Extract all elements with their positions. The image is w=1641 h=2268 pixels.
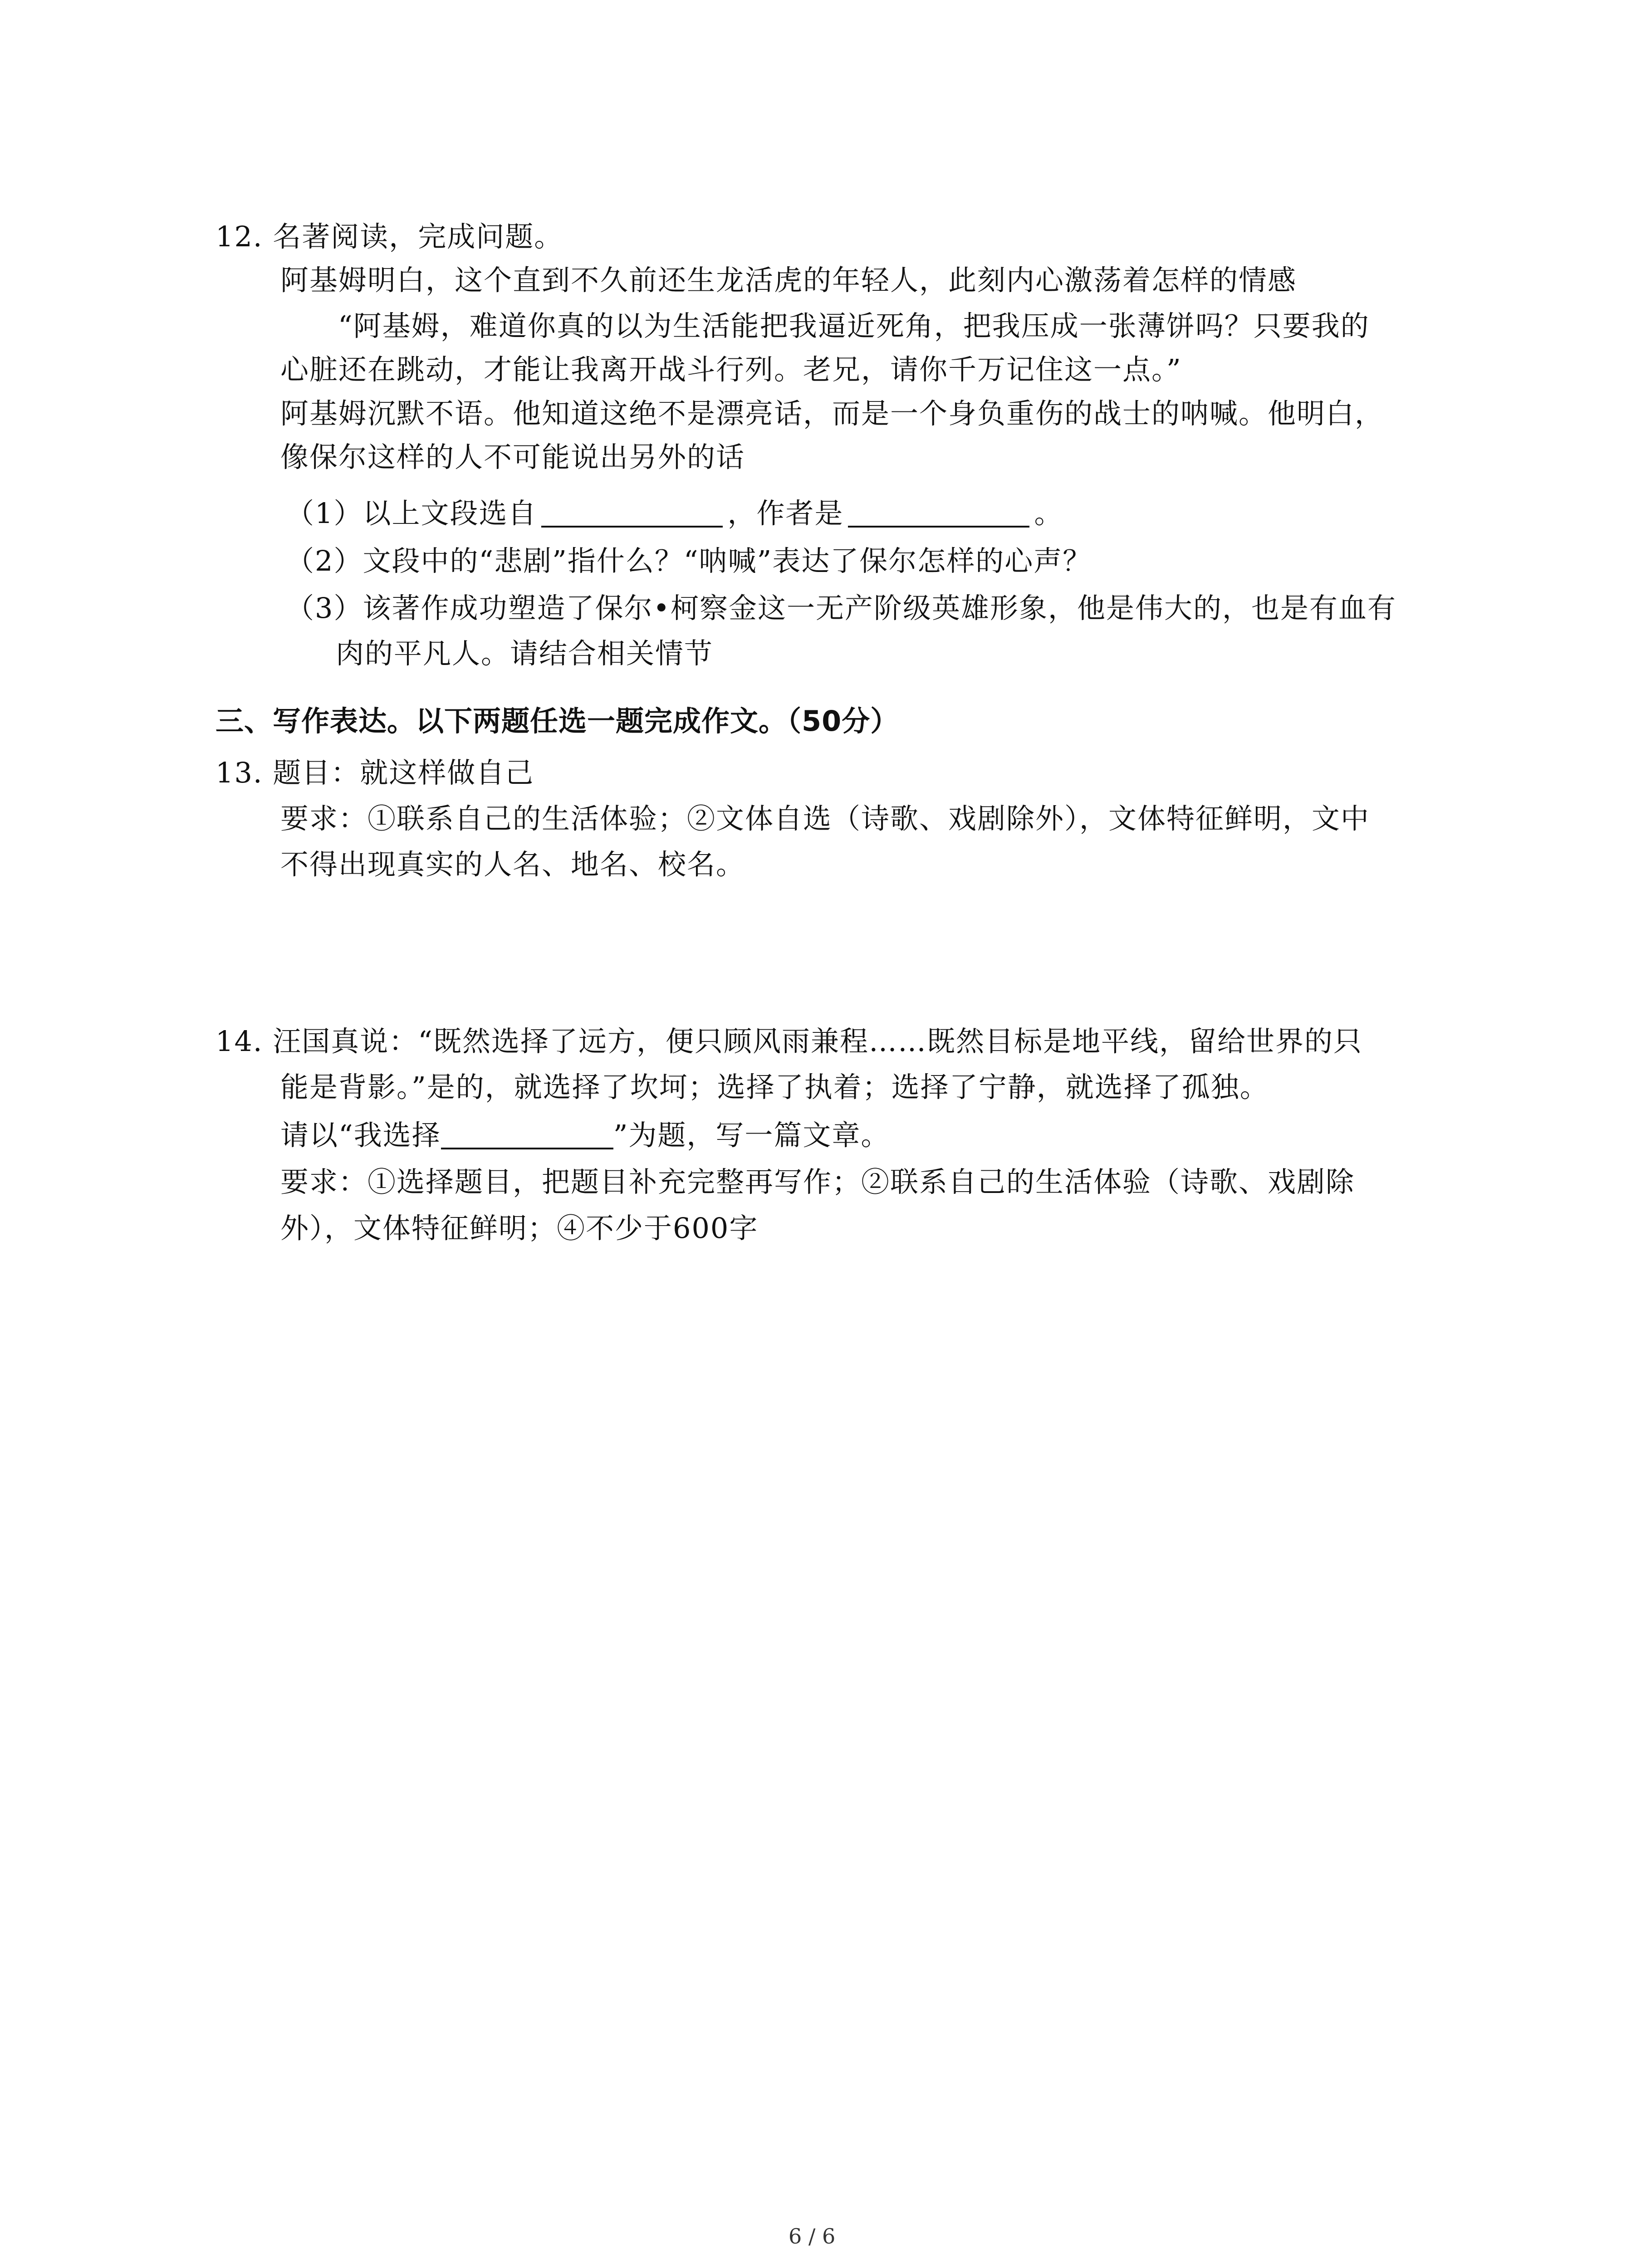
q12-sub2: （2）文段中的“悲剧”指什么？“呐喊”表达了保尔怎样的心声？ xyxy=(286,544,1092,577)
q12-narration-line2: 像保尔这样的人不可能说出另外的话 xyxy=(280,440,745,474)
q12-quote-line2: 心脏还在跳动，才能让我离开战斗行列。老兄，请你千万记住这一点。” xyxy=(280,353,1182,386)
answer-blank-author[interactable] xyxy=(848,499,1029,528)
q12-sub1-middle: ，作者是 xyxy=(727,497,844,530)
q14-prompt xyxy=(280,1115,890,1155)
q14-prompt-suffix: ”为题，写一篇文章。 xyxy=(613,1119,890,1152)
q12-sub3-line2: 肉的平凡人。请结合相关情节 xyxy=(336,637,714,670)
q12-sub1 xyxy=(286,494,1063,533)
q14-prompt-prefix: 请以“我选择 xyxy=(280,1119,441,1152)
q12-title: 12. 名著阅读，完成问题。 xyxy=(216,220,563,253)
q12-sub1-suffix: 。 xyxy=(1034,497,1063,530)
q12-sub3-line1: （3）该著作成功塑造了保尔•柯察金这一无产阶级英雄形象，他是伟大的，也是有血有 xyxy=(286,591,1397,625)
q12-intro: 阿基姆明白，这个直到不久前还生龙活虎的年轻人，此刻内心激荡着怎样的情感 xyxy=(280,264,1297,297)
q14-requirements-line1: 要求：①选择题目，把题目补充完整再写作；②联系自己的生活体验（诗歌、戏剧除 xyxy=(280,1165,1355,1198)
q13-title: 13. 题目：就这样做自己 xyxy=(216,756,534,789)
section-3-heading: 三、写作表达。以下两题任选一题完成作文。（50分） xyxy=(216,704,899,738)
q12-sub1-prefix: （1）以上文段选自 xyxy=(286,497,537,530)
q14-line2: 能是背影。”是的，就选择了坎坷；选择了执着；选择了宁静，就选择了孤独。 xyxy=(280,1070,1269,1104)
q12-narration-line1: 阿基姆沉默不语。他知道这绝不是漂亮话，而是一个身负重伤的战士的呐喊。他明白， xyxy=(280,397,1384,430)
q13-requirements-line2: 不得出现真实的人名、地名、校名。 xyxy=(280,848,745,881)
q12-quote-line1: “阿基姆，难道你真的以为生活能把我逼近死角，把我压成一张薄饼吗？只要我的 xyxy=(338,309,1370,342)
q13-requirements-line1: 要求：①联系自己的生活体验；②文体自选（诗歌、戏剧除外），文体特征鲜明，文中 xyxy=(280,802,1370,835)
answer-blank-source[interactable] xyxy=(541,499,723,528)
q14-requirements-line2: 外），文体特征鲜明；④不少于600字 xyxy=(280,1212,759,1245)
answer-blank-title[interactable] xyxy=(441,1120,613,1149)
q14-line1: 14. 汪国真说：“既然选择了远方，便只顾风雨兼程……既然目标是地平线，留给世界的只 xyxy=(216,1025,1363,1058)
page-number: 6 / 6 xyxy=(789,2224,836,2248)
